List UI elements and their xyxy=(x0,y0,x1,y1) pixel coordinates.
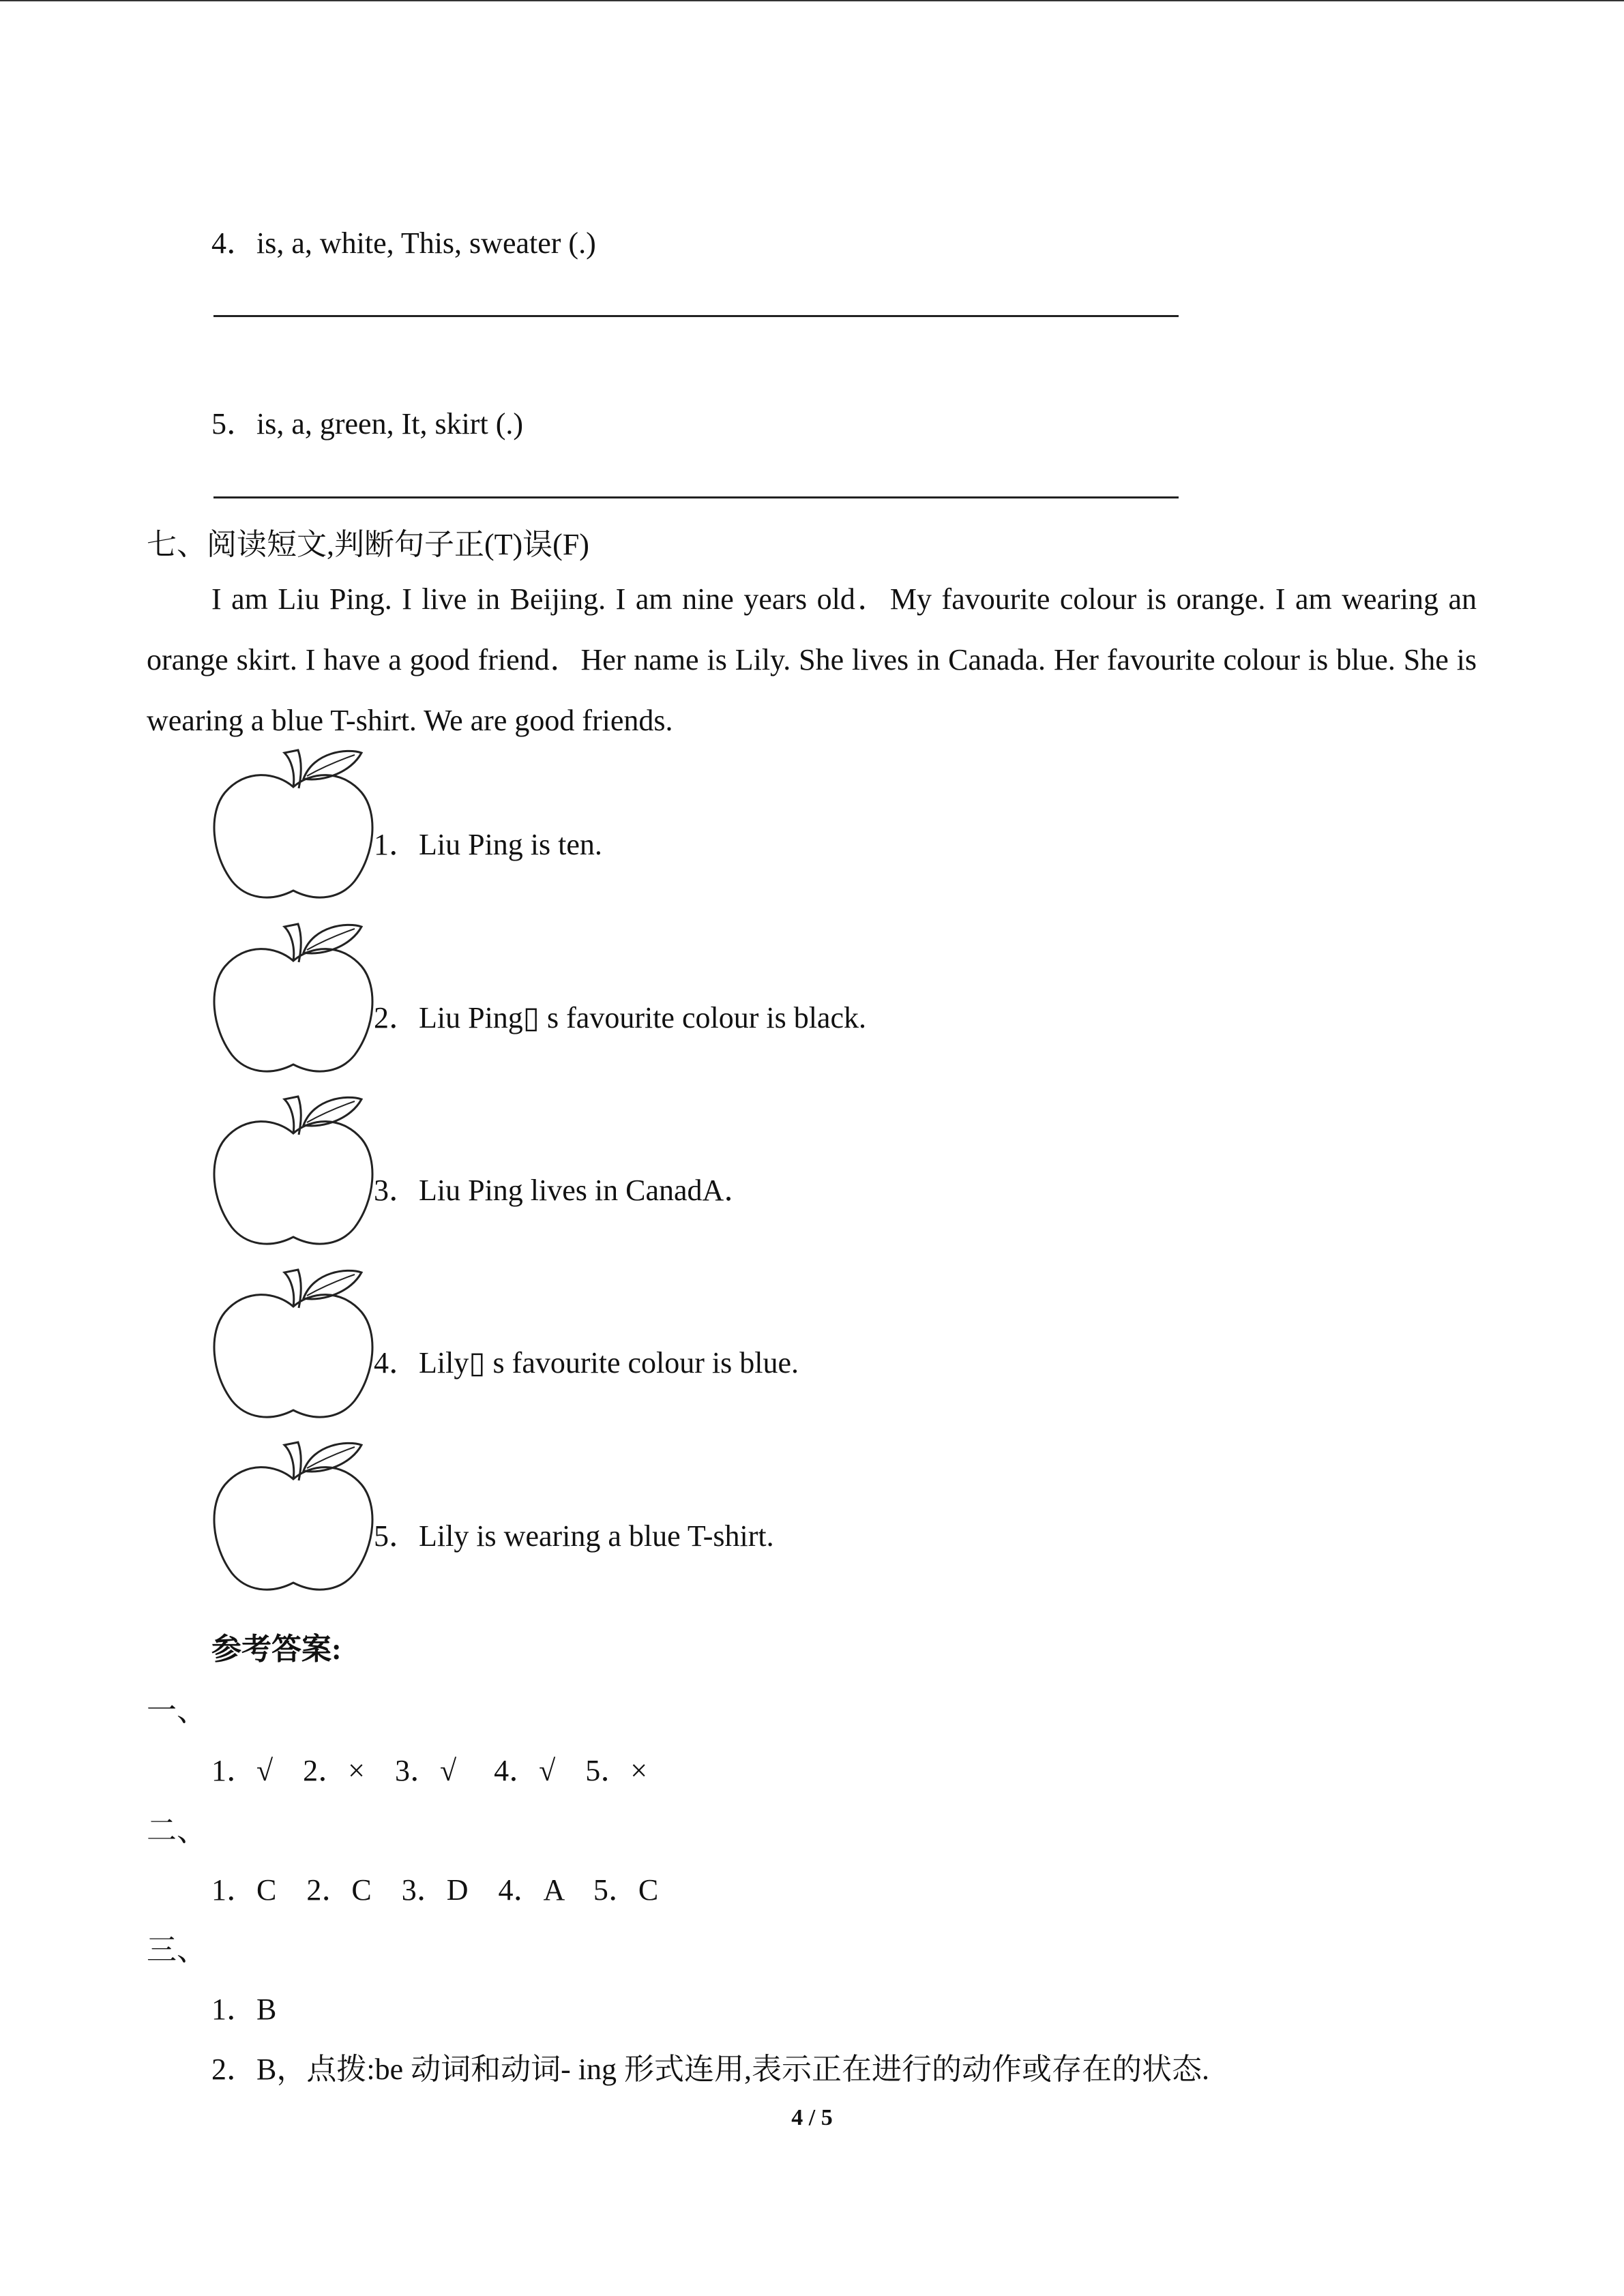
answers-line: 1．C 2．C 3．D 4．A 5．C xyxy=(211,1873,659,1907)
answers-section-label: 三、 xyxy=(147,1933,207,1967)
reading-passage: I am Liu Ping. I live in Beijing. I am nine years old．My favourite colour is orange. I am wearing an orange skirt. I have a good friend．Her name is Lily. She lives in Canada. Her favourite colour is blue. She is wearing a blue T-shirt. We are good friends. xyxy=(147,582,1477,737)
apple-icon xyxy=(208,1264,379,1421)
statement-1: 1．Liu Ping is ten. xyxy=(374,828,602,861)
apple-icon xyxy=(208,919,379,1075)
statement-3: 3．Liu Ping lives in CanadA． xyxy=(374,1174,754,1207)
statement-5: 5．Lily is wearing a blue T-shirt. xyxy=(374,1519,774,1553)
reading-heading: 七、阅读短文,判断句子正(T)误(F) xyxy=(147,528,589,561)
statement-2: 2．Liu Ping▯ s favourite colour is black. xyxy=(374,1001,866,1034)
answer-line-5 xyxy=(213,496,1179,498)
answers-section-label: 二、 xyxy=(147,1814,207,1847)
ordering-question-5: 5．is, a, green, It, skirt (.) xyxy=(211,407,523,441)
answers-line: 1．√ 2．× 3．√ 4．√ 5．× xyxy=(211,1754,648,1787)
answer-line-4 xyxy=(213,315,1179,317)
ordering-question-4: 4．is, a, white, This, sweater (.) xyxy=(211,226,596,260)
answers-section-label: 一、 xyxy=(147,1694,207,1727)
apple-icon xyxy=(208,1091,379,1248)
answers-line: 2．B，点拨:be 动词和动词- ing 形式连用,表示正在进行的动作或存在的状态. xyxy=(211,2053,1209,2086)
answers-line: 1．B xyxy=(211,1993,277,2026)
apple-icon xyxy=(208,745,379,901)
page-number: 4 / 5 xyxy=(791,2105,833,2130)
apple-icon xyxy=(208,1437,379,1594)
answers-title: 参考答案: xyxy=(211,1632,342,1666)
statement-4: 4．Lily▯ s favourite colour is blue. xyxy=(374,1346,799,1380)
